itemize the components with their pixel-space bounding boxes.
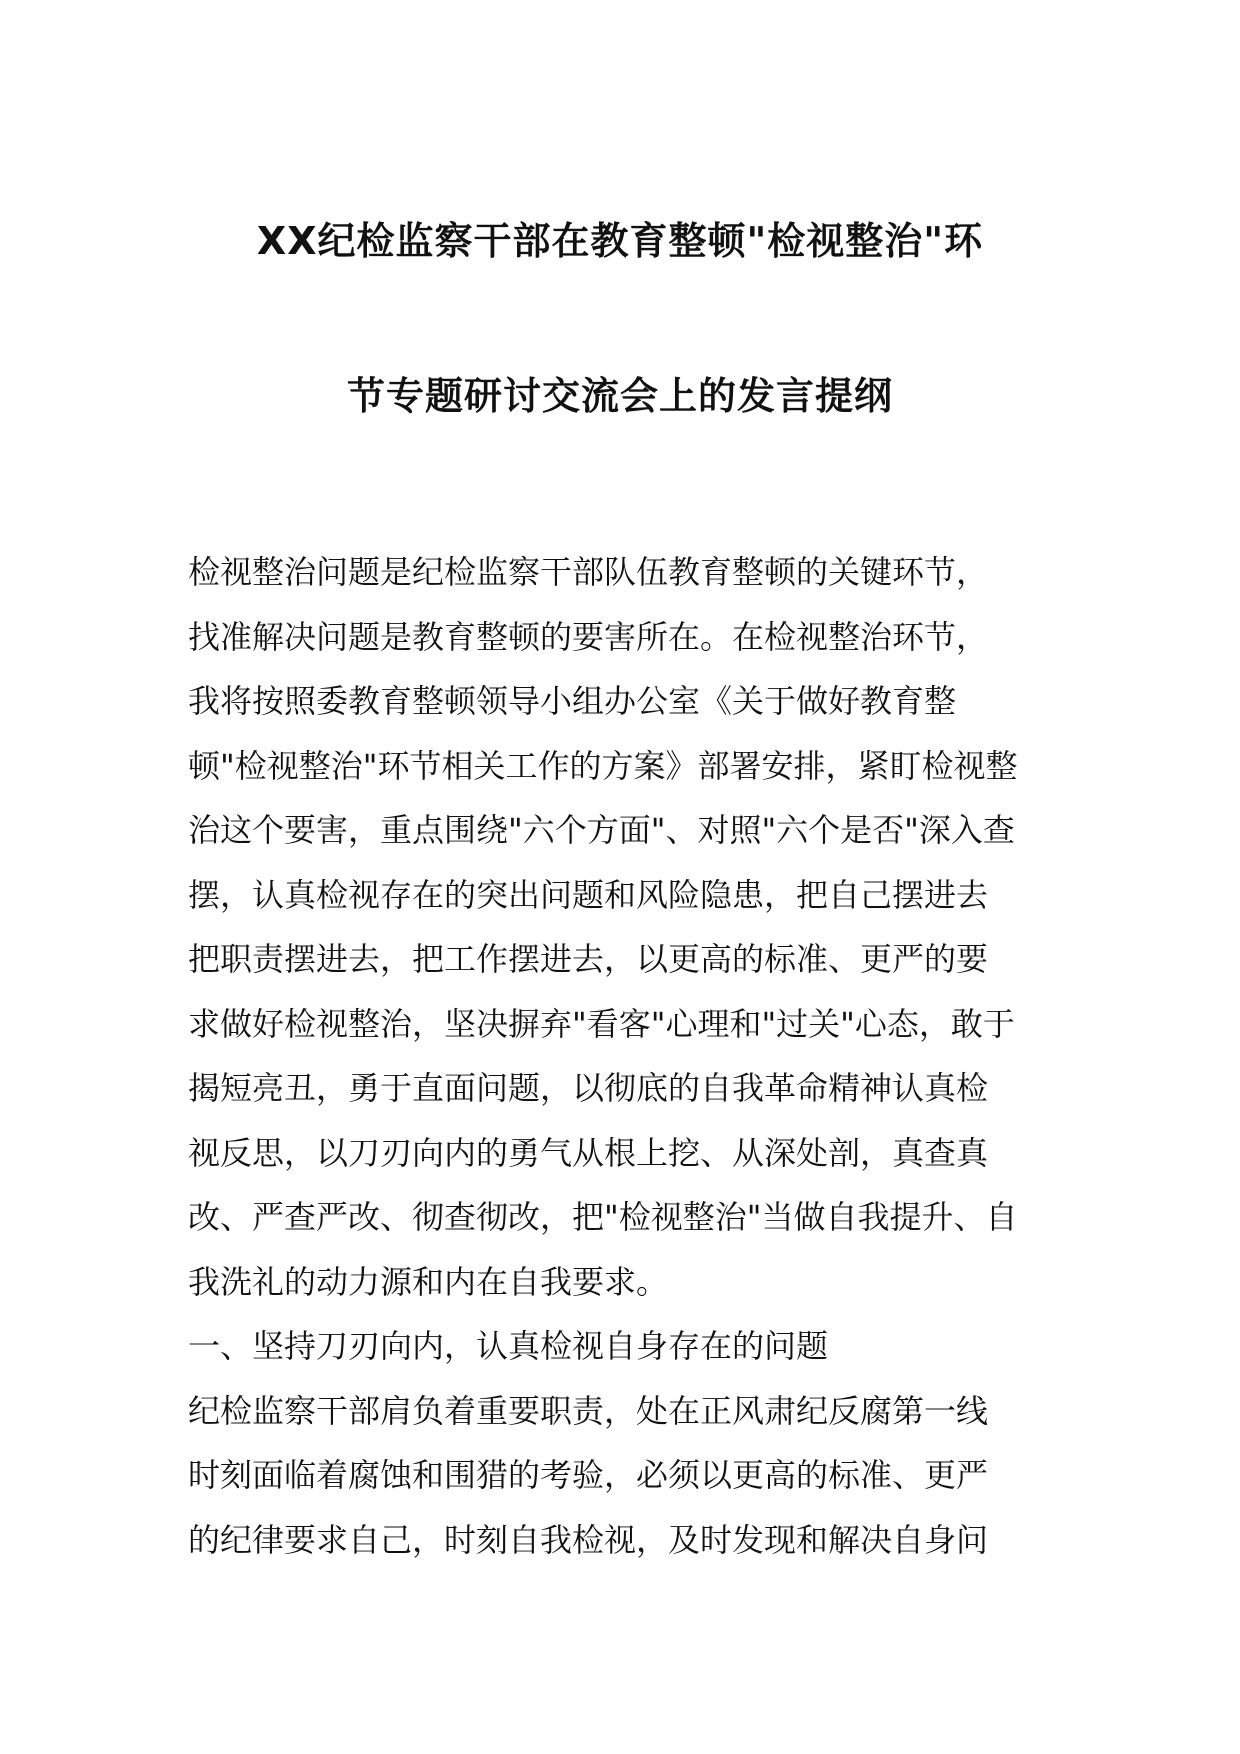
body-line: 检视整治问题是纪检监察干部队伍教育整顿的关键环节，: [188, 553, 989, 591]
body-line: 时刻面临着腐蚀和围猎的考验，必须以更高的标准、更严: [188, 1456, 989, 1494]
body-line: 改、严查严改、彻查彻改，把"检视整治"当做自我提升、自: [188, 1198, 1018, 1236]
body-line: 治这个要害，重点围绕"六个方面"、对照"六个是否"深入查: [188, 811, 1015, 849]
document-title-line-2: 节专题研讨交流会上的发言提纲: [346, 374, 893, 418]
body-line: 求做好检视整治，坚决摒弃"看客"心理和"过关"心态，敢于: [188, 1004, 1015, 1043]
body-line: 摆，认真检视存在的突出问题和风险隐患，把自己摆进去: [188, 875, 989, 914]
body-line: 揭短亮丑，勇于直面问题，以彻底的自我革命精神认真检: [188, 1069, 989, 1107]
document-body: [188, 540, 1068, 1572]
body-line: 我洗礼的动力源和内在自我要求。: [188, 1262, 669, 1301]
body-line: 我将按照委教育整顿领导小组办公室《关于做好教育整: [188, 682, 957, 720]
document-title-line-1: XX纪检监察干部在教育整顿"检视整治"环: [256, 219, 984, 263]
body-line: 顿"检视整治"环节相关工作的方案》部署安排，紧盯检视整: [188, 746, 1018, 785]
body-line: 把职责摆进去，把工作摆进去，以更高的标准、更严的要: [188, 940, 989, 978]
body-line: 的纪律要求自己，时刻自我检视，及时发现和解决自身问: [188, 1520, 989, 1559]
body-line: 纪检监察干部肩负着重要职责，处在正风肃纪反腐第一线: [188, 1391, 989, 1430]
section-heading: 一、坚持刀刃向内，认真检视自身存在的问题: [188, 1327, 829, 1365]
body-line: 视反思，以刀刃向内的勇气从根上挖、从深处剖，真查真: [188, 1133, 989, 1172]
body-line: 找准解决问题是教育整顿的要害所在。在检视整治环节，: [188, 617, 989, 656]
